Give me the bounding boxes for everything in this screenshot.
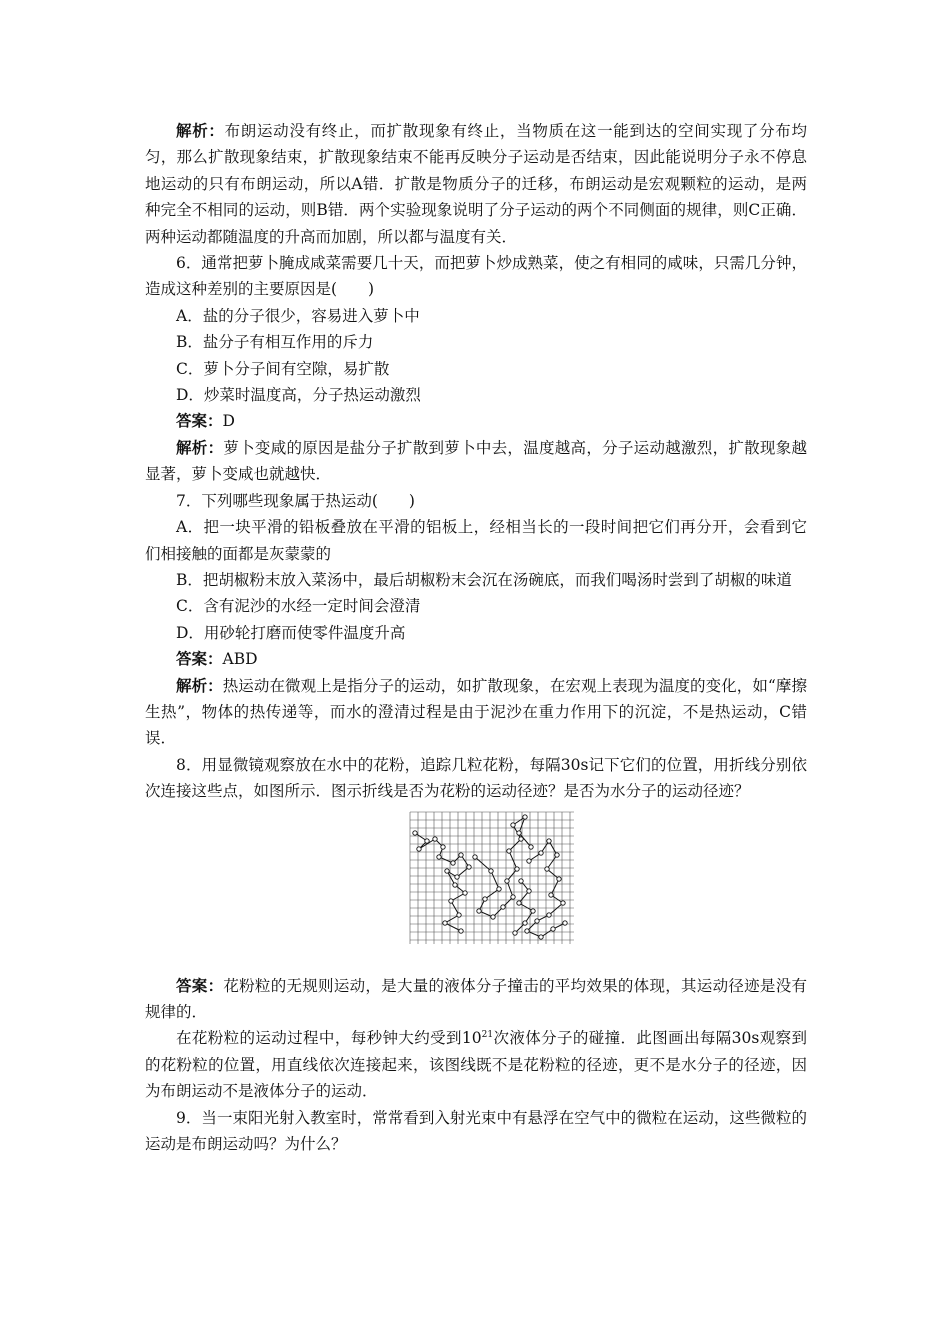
brownian-path-diagram xyxy=(409,811,575,945)
q6-analysis xyxy=(145,435,807,488)
particle-position-marker xyxy=(527,888,531,892)
q7-answer xyxy=(145,646,807,672)
particle-position-marker xyxy=(527,858,531,862)
particle-position-marker xyxy=(549,892,553,896)
particle-position-marker xyxy=(519,836,523,840)
particle-position-marker xyxy=(483,896,487,900)
particle-position-marker xyxy=(547,838,551,842)
particle-position-marker xyxy=(561,900,565,904)
particle-position-marker xyxy=(437,854,441,858)
particle-position-marker xyxy=(443,920,447,924)
particle-position-marker xyxy=(507,848,511,852)
particle-position-marker xyxy=(517,900,521,904)
particle-position-marker xyxy=(467,864,471,868)
particle-position-marker xyxy=(473,854,477,858)
answer-text: 花粉粒的无规则运动，是大量的液体分子撞击的平均效果的体现，其运动径迹是没有规律的． xyxy=(145,976,807,1021)
analysis-label: 解析： xyxy=(176,121,225,140)
q7-option-b: B．把胡椒粉末放入菜汤中，最后胡椒粉末会沉在汤碗底，而我们喝汤时尝到了胡椒的味道 xyxy=(176,570,792,589)
q8-explanation xyxy=(145,1025,807,1104)
q9-stem: 9．当一束阳光射入教室时，常常看到入射光束中有悬浮在空气中的微粒在运动，这些微粒的运动是布朗运动吗？为什么？ xyxy=(145,1108,807,1153)
q7-option-a: A．把一块平滑的铅板叠放在平滑的铝板上，经相当长的一段时间把它们再分开，会看到它们相接触的面都是灰蒙蒙的 xyxy=(145,518,807,563)
particle-position-marker xyxy=(413,830,417,834)
q7-analysis xyxy=(145,673,807,752)
answer-label: 答案： xyxy=(176,411,223,431)
particle-position-marker xyxy=(535,918,539,922)
answer-text: ABD xyxy=(222,650,258,669)
particle-position-marker xyxy=(459,928,463,932)
particle-position-marker xyxy=(563,920,567,924)
grid xyxy=(410,812,574,944)
particle-position-marker xyxy=(525,928,529,932)
q6-answer xyxy=(145,408,807,434)
particle-position-marker xyxy=(523,920,527,924)
analysis-text: 布朗运动没有终止，而扩散现象有终止，当物质在这一能到达的空间实现了分布均匀，那么扩散现象结束，扩散现象结束不能再反映分子运动是否结束，因此能说明分子永不停息地运动的只有布朗运动，所以A错．扩散是物质分子的迁移，布朗运动是宏观颗粒的运动，是两种完全不相同的运动，则B错．两个实验现象说明了分子运动的两个不同侧面的规律，则C正确．两种运动都随温度的升高而加剧，所以都与温度有关． xyxy=(145,122,807,246)
particle-position-marker xyxy=(517,830,521,834)
analysis-text: 萝卜变咸的原因是盐分子扩散到萝卜中去，温度越高，分子运动越激烈，扩散现象越显著，萝卜变咸也就越快． xyxy=(145,438,807,484)
particle-position-marker xyxy=(519,878,523,882)
particle-position-marker xyxy=(425,838,429,842)
particle-position-marker xyxy=(457,912,461,916)
particle-position-marker xyxy=(505,878,509,882)
q8-stem: 8．用显微镜观察放在水中的花粉，追踪几粒花粉，每隔30s记下它们的位置，用折线分别依次连接这些点，如图所示．图示折线是否为花粉的运动径迹？是否为水分子的运动径迹？ xyxy=(145,755,807,801)
particle-position-marker xyxy=(551,926,555,930)
particle-position-marker xyxy=(531,908,535,912)
document-page xyxy=(145,118,807,1157)
particle-position-marker xyxy=(451,860,455,864)
q6-option-d: D．炒菜时温度高，分子热运动激烈 xyxy=(176,386,421,405)
particle-position-marker xyxy=(445,868,449,872)
q6-option-a: A．盐的分子很少，容易进入萝卜中 xyxy=(176,306,420,325)
exponent-power: 21 xyxy=(481,1030,494,1041)
q7-option-c: C．含有泥沙的水经一定时间会澄清 xyxy=(176,597,421,616)
particle-position-marker xyxy=(557,876,561,880)
particle-position-marker xyxy=(513,930,517,934)
q5-analysis xyxy=(145,118,807,250)
particle-position-marker xyxy=(547,912,551,916)
particle-position-marker xyxy=(545,866,549,870)
particle-position-marker xyxy=(417,846,421,850)
analysis-label: 解析： xyxy=(176,675,223,695)
particle-position-marker xyxy=(501,904,505,908)
particle-path xyxy=(475,817,531,917)
explanation-text-2: 次液体分子的碰撞．此图画出每隔30s观察到的花粉粒的位置，用直线依次连接起来，该图线既不是花粉粒的径迹，更不是水分子的径迹，因为布朗运动不是液体分子的运动． xyxy=(145,1029,807,1101)
q6-option-c: C．萝卜分子间有空隙，易扩散 xyxy=(176,359,390,378)
brownian-motion-figure xyxy=(145,809,807,967)
particle-position-marker xyxy=(449,898,453,902)
particle-position-marker xyxy=(441,844,445,848)
q7-stem: 7．下列哪些现象属于热运动( ) xyxy=(176,491,415,510)
answer-text: D xyxy=(222,412,235,431)
analysis-text: 热运动在微观上是指分子的运动，如扩散现象，在宏观上表现为温度的变化，如“摩擦生热”，物体的热传递等，而水的澄清过程是由于泥沙在重力作用下的沉淀，不是热运动，C错误． xyxy=(145,676,807,748)
particle-position-marker xyxy=(515,866,519,870)
q6-option-b: B．盐分子有相互作用的斥力 xyxy=(176,333,374,352)
particle-position-marker xyxy=(511,894,515,898)
particle-position-marker xyxy=(453,882,457,886)
particle-position-marker xyxy=(539,850,543,854)
explanation-text-1: 在花粉粒的运动过程中，每秒钟大约受到 xyxy=(176,1029,462,1048)
particle-position-marker xyxy=(539,934,543,938)
analysis-label: 解析： xyxy=(176,437,224,457)
q8-answer xyxy=(145,973,807,1026)
exponent-base: 10 xyxy=(461,1029,482,1048)
particle-position-marker xyxy=(511,822,515,826)
particle-position-marker xyxy=(555,852,559,856)
answer-label: 答案： xyxy=(176,649,223,669)
particle-position-marker xyxy=(477,908,481,912)
particle-position-marker xyxy=(455,874,459,878)
q7-option-d: D．用砂轮打磨而使零件温度升高 xyxy=(176,623,406,642)
answer-label: 答案： xyxy=(176,975,224,995)
particle-position-marker xyxy=(459,852,463,856)
particle-position-marker xyxy=(529,844,533,848)
particle-position-marker xyxy=(463,890,467,894)
particle-position-marker xyxy=(497,886,501,890)
particle-position-marker xyxy=(433,836,437,840)
particle-position-marker xyxy=(491,914,495,918)
particle-position-marker xyxy=(523,814,527,818)
particle-position-marker xyxy=(489,868,493,872)
q6-stem: 6．通常把萝卜腌成咸菜需要几十天，而把萝卜炒成熟菜，使之有相同的咸味，只需几分钟，造成这种差别的主要原因是( ) xyxy=(145,254,807,299)
